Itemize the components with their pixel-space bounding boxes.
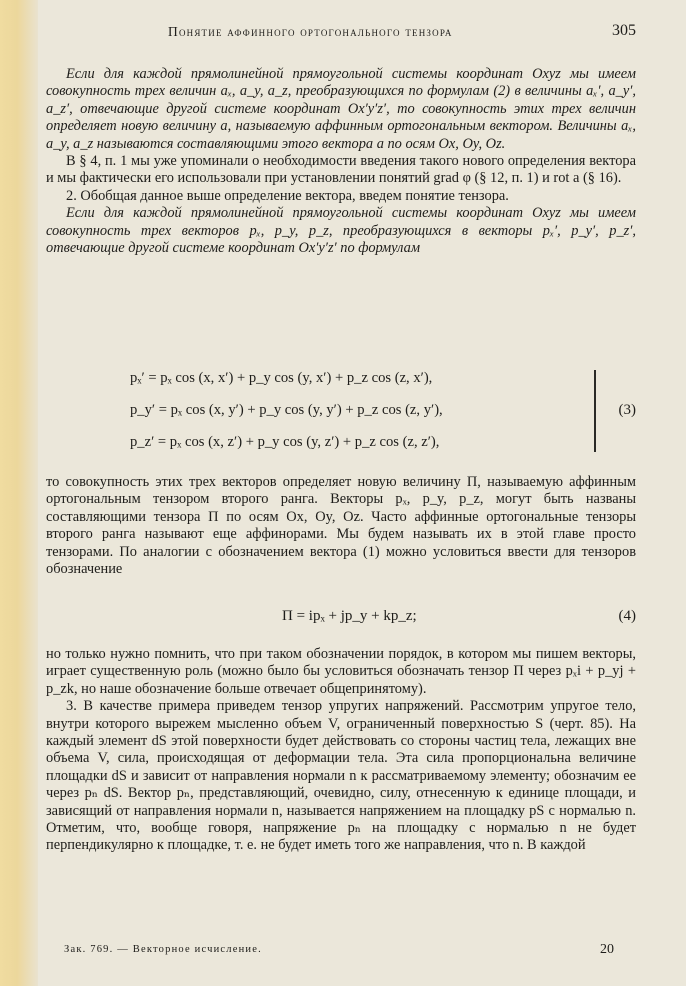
running-header (168, 22, 636, 44)
text-block-top (46, 66, 636, 257)
paragraph-notation-remark: но только нужно помнить, что при таком обозначении порядок, в котором мы пишем векторы, играет существенную роль (можно было бы условиться обозначать тензор П через pₓi + p_yj + p_zk, но наше обозначение больше отвечает общепринятому). (46, 646, 636, 697)
equation-3-line-1: pₓ′ = pₓ cos (x, x′) + p_y cos (y, x′) + p_z cos (z, x′), (130, 370, 433, 386)
page-footer (46, 942, 636, 962)
paragraph-stress-example: 3. В качестве примера приведем тензор упругих напряжений. Рассмотрим упругое тело, внутри которого вырежем мысленно объем V, ограниченный поверхностью S (черт. 85). На каждый элемент dS этой поверхности будет действовать со стороны частиц тела, лежащих вне объема V, сила, происходящая от деформации тела. Эта сила пропорциональна величине площадки dS и зависит от направления нормали n к рассматриваемому элементу; обозначим ее через pₙ dS. Вектор pₙ, представляющий, очевидно, силу, отнесенную к единице площади, и зависящий от направления нормали n, называется напряжением на площадку pS с нормалью n. Отметим, что, вообще говоря, напряжение pₙ на площадку с нормалью n не будет перпендикулярно к площадке, т. е. не будет иметь того же направления, что n. В каждой (46, 698, 636, 854)
equation-3-line-2: p_y′ = pₓ cos (x, y′) + p_y cos (y, y′) + p_z cos (z, y′), (130, 402, 443, 418)
equation-brace (594, 370, 596, 452)
paragraph-tensor-definition: то совокупность этих трех векторов определяет новую величину П, называемую аффинным ортогональным тензором второго ранга. Векторы pₓ, p_y, p_z, могут быть названы составляющими тензора П по осям Ox, Oy, Oz. Часто аффинные ортогональные тензоры второго ранга называют еще аффинорами. Мы будем называть их в этой главе просто тензорами. По аналогии с обозначением вектора (1) можно условиться ввести для тензоров обозначение (46, 474, 636, 578)
equation-3 (46, 366, 636, 458)
equation-3-number: (3) (618, 402, 636, 418)
signature-number: 20 (600, 942, 614, 957)
equation-4-formula: П = ipₓ + jp_y + kp_z; (282, 608, 417, 624)
equation-3-line-3: p_z′ = pₓ cos (x, z′) + p_y cos (y, z′) + p_z cos (z, z′), (130, 434, 440, 450)
paragraph-section-2: 2. Обобщая данное выше определение вектора, введем понятие тензора. (66, 187, 509, 204)
footer-text: Зак. 769. — Векторное исчисление. (64, 944, 262, 955)
paragraph-vector-definition: Если для каждой прямолинейной прямоугольной системы координат Oxyz мы имеем совокупность трех величин aₓ, a_y, a_z, преобразующихся по формулам (2) в величины aₓ′, a_y′, a_z′, отвечающие другой системе координат Ox′y′z′, то совокупность этих трех величин определяет новую величину a, называемую аффинным ортогональным вектором. Величины aₓ, a_y, a_z называются составляющими этого вектора a по осям Ox, Oy, Oz. (46, 66, 636, 152)
equation-4-number: (4) (618, 608, 636, 624)
page-number: 305 (612, 22, 636, 39)
page-edge (0, 0, 38, 986)
paragraph-reference: В § 4, п. 1 мы уже упоминали о необходимости введения такого нового определения вектора и мы фактически его использовали при установлении понятий grad φ (§ 12, п. 1) и rot a (§ 16). (46, 153, 636, 187)
equation-4 (46, 608, 636, 632)
text-block-mid (46, 474, 636, 578)
header-title: Понятие аффинного ортогонального тензора (168, 24, 453, 39)
paragraph-tensor-condition: Если для каждой прямолинейной прямоугольной системы координат Oxyz мы имеем совокупность трех векторов pₓ, p_y, p_z, преобразующихся в векторы pₓ′, p_y′, p_z′, отвечающие другой системе координат Ox′y′z′ по формулам (46, 205, 636, 257)
text-block-bottom (46, 646, 636, 855)
